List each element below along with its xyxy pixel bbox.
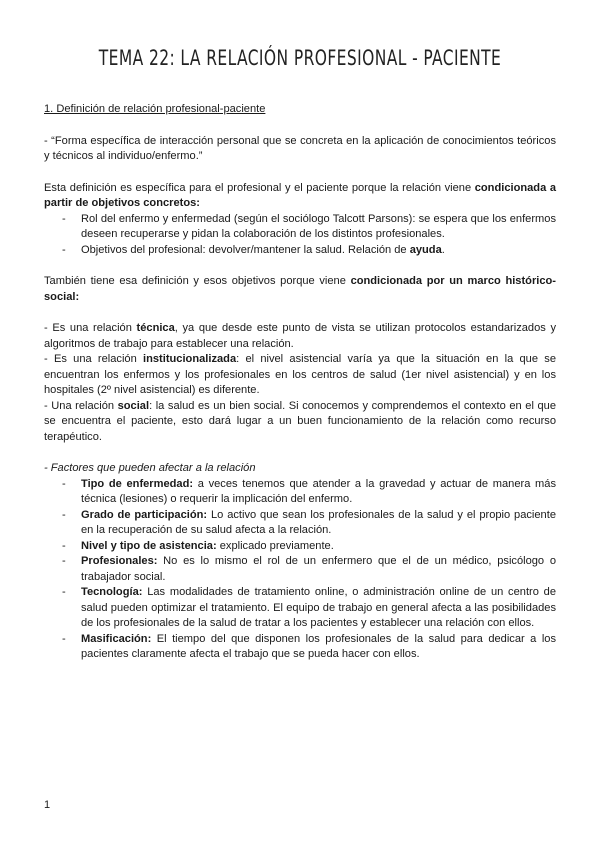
relacion-tecnica: - Es una relación técnica, ya que desde este punto de vista se utilizan protocolos estandarizados y algoritmos de trabajo para establecer una relación. (44, 322, 556, 350)
list-item: - Grado de participación: Lo activo que sean los profesionales de la salud y el propio paciente en la recuperación de su salud afecta a la relación. (44, 508, 556, 539)
section-heading: 1. Definición de relación profesional-paciente (44, 103, 266, 115)
page-title: TEMA 22: LA RELACIÓN PROFESIONAL - PACIENTE (98, 46, 502, 70)
definition-quote: - “Forma específica de interacción personal que se concreta en la aplicación de conocimientos teóricos y técnicos al individuo/enfermo.” (44, 134, 556, 162)
objetivos-list (44, 212, 556, 259)
list-item: - Tipo de enfermedad: a veces tenemos que atender a la gravedad y actuar de manera más técnica (lesiones) o requerir la implicación del enfermo. (44, 477, 556, 508)
page-number: 1 (44, 799, 51, 811)
paragraph-marco: También tiene esa definición y esos objetivos porque viene condicionada por un marco histórico-social: (44, 275, 556, 303)
relacion-institucionalizada: - Es una relación institucionalizada: el nivel asistencial varía ya que la situación en la que se encuentran los enfermos y los profesionales en los centros de salud (1er nivel asistencial) y en los hospitales (2º nivel asistencial) es diferente. (44, 353, 556, 396)
list-item: - Objetivos del profesional: devolver/mantener la salud. Relación de ayuda. (44, 243, 556, 259)
list-item: - Nivel y tipo de asistencia: explicado previamente. (44, 539, 556, 555)
paragraph-objetivos: Esta definición es específica para el profesional y el paciente porque la relación viene condicionada a partir de objetivos concretos: (44, 181, 556, 209)
factores-heading: - Factores que pueden afectar a la relación (44, 462, 256, 474)
relacion-social: - Una relación social: la salud es un bien social. Si conocemos y comprendemos el contexto en el que se encuentra el paciente, esto dará lugar a un buen funcionamiento de la relación como recurso terapéutico. (44, 399, 556, 443)
document-body (44, 102, 556, 663)
list-item: - Rol del enfermo y enfermedad (según el sociólogo Talcott Parsons): se espera que los enfermos deseen recuperarse y pidan la colaboración de los distintos profesionales. (44, 212, 556, 243)
list-item: - Tecnología: Las modalidades de tratamiento online, o administración online de un centro de salud pueden optimizar el tratamiento. El equipo de trabajo en general afecta a las posibilidades de los profesionales de la salud de tratar a los pacientes y establecer una relación con ellos. (44, 585, 556, 632)
list-item: - Profesionales: No es lo mismo el rol de un enfermero que el de un médico, psicólogo o trabajador social. (44, 554, 556, 585)
factores-list (44, 477, 556, 663)
list-item: - Masificación: El tiempo del que disponen los profesionales de la salud para dedicar a los pacientes claramente afecta el trabajo que se pueda hacer con ellos. (44, 632, 556, 663)
